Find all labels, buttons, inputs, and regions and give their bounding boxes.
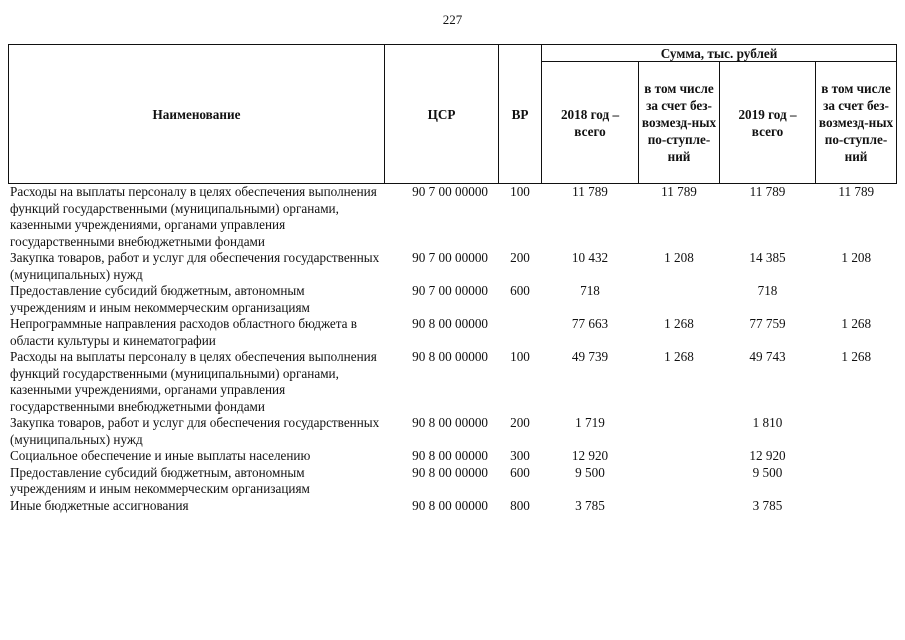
- row-2019-grants: [816, 465, 897, 498]
- row-csr: 90 8 00 00000: [412, 448, 488, 463]
- page-number: 227: [442, 12, 463, 27]
- row-2018-grants: [639, 465, 720, 498]
- row-2018-grants: 1 268: [664, 316, 694, 331]
- table-row: [9, 448, 897, 465]
- row-2018-total: 9 500: [575, 464, 605, 480]
- col-header-sum-group: Сумма, тыс. рублей: [542, 45, 897, 62]
- row-2018-grants: 1 268: [664, 349, 694, 364]
- row-2018-grants: [639, 448, 720, 465]
- row-2019-grants: [816, 498, 897, 515]
- row-csr: 90 8 00 00000: [412, 415, 488, 430]
- row-csr: 90 8 00 00000: [412, 497, 488, 513]
- row-csr: 90 7 00 00000: [412, 184, 488, 199]
- row-2018-grants: 11 789: [661, 184, 697, 199]
- table-row: [9, 498, 897, 515]
- col-header-2019-grants: в том числе за счет без-возмезд-ных по-ступле-ний: [816, 62, 897, 184]
- row-vr: 600: [510, 283, 530, 298]
- row-2018-grants: 1 208: [664, 250, 694, 265]
- row-2018-total: 49 739: [571, 349, 609, 364]
- row-2018-total: 1 719: [575, 415, 605, 430]
- col-header-csr: ЦСР: [385, 45, 499, 184]
- row-2019-grants: [816, 283, 897, 316]
- row-vr: 200: [510, 250, 530, 265]
- row-2018-total: 3 785: [575, 497, 605, 513]
- row-name: Предоставление субсидий бюджетным, автономным учреждениям и иным некоммерческим организациям: [10, 464, 310, 496]
- table-row: [9, 184, 897, 251]
- col-header-2019-total: 2019 год – всего: [720, 62, 816, 184]
- row-2019-total: 14 385: [749, 250, 786, 265]
- row-2018-grants: [639, 415, 720, 448]
- row-2018-total: 11 789: [572, 184, 608, 199]
- header-row-top: [9, 45, 897, 62]
- col-header-2018-total: 2018 год – всего: [542, 62, 639, 184]
- row-csr: 90 7 00 00000: [412, 283, 488, 298]
- row-2019-grants: 1 268: [841, 316, 872, 331]
- row-vr: [499, 316, 542, 349]
- row-2018-total: 77 663: [571, 316, 609, 331]
- table-row: [9, 283, 897, 316]
- row-2018-total: 718: [580, 283, 600, 298]
- row-2019-total: 1 810: [752, 415, 783, 430]
- row-name: Непрограммные направления расходов областного бюджета в области культуры и кинематографии: [10, 316, 358, 348]
- row-2019-grants: [816, 448, 897, 465]
- row-2019-total: 77 759: [749, 316, 786, 331]
- table-row: [9, 465, 897, 498]
- row-name: Расходы на выплаты персоналу в целях обеспечения выполнения функций государственными (муниципальными) органами, казенными учреждениями, органами управления государственными внебюджетными фондами: [10, 184, 377, 249]
- row-vr: 100: [510, 184, 530, 199]
- row-csr: 90 7 00 00000: [412, 250, 488, 265]
- row-2018-total: 10 432: [571, 250, 609, 265]
- row-2019-grants: 1 208: [841, 250, 872, 265]
- table-row: [9, 349, 897, 415]
- row-2019-total: 11 789: [749, 184, 786, 199]
- row-csr: 90 8 00 00000: [412, 464, 488, 480]
- row-name: Социальное обеспечение и иные выплаты населению: [10, 448, 311, 463]
- row-vr: 300: [510, 448, 530, 463]
- row-name: Закупка товаров, работ и услуг для обеспечения государственных (муниципальных) нужд: [10, 250, 380, 282]
- row-name: Закупка товаров, работ и услуг для обеспечения государственных (муниципальных) нужд: [10, 415, 380, 447]
- row-2019-total: 718: [757, 283, 778, 298]
- row-csr: 90 8 00 00000: [412, 316, 488, 331]
- table-row: [9, 415, 897, 448]
- row-vr: 800: [510, 497, 530, 513]
- row-2018-grants: [639, 498, 720, 515]
- col-header-name: Наименование: [9, 45, 385, 184]
- row-2019-grants: [816, 415, 897, 448]
- col-header-vr: ВР: [499, 45, 542, 184]
- row-vr: 200: [510, 415, 530, 430]
- row-2019-total: 49 743: [749, 349, 786, 364]
- row-2019-total: 9 500: [752, 464, 783, 480]
- row-2019-grants: 1 268: [841, 349, 872, 364]
- col-header-2018-grants: в том числе за счет без-возмезд-ных по-ступле-ний: [639, 62, 720, 184]
- row-2018-grants: [639, 283, 720, 316]
- row-vr: 600: [510, 464, 530, 480]
- table-row: [9, 250, 897, 283]
- row-name: Предоставление субсидий бюджетным, автономным учреждениям и иным некоммерческим организациям: [10, 283, 310, 315]
- row-2019-total: 3 785: [752, 497, 783, 513]
- budget-table: [8, 44, 897, 514]
- row-csr: 90 8 00 00000: [412, 349, 488, 364]
- row-vr: 100: [510, 349, 530, 364]
- row-2019-total: 12 920: [749, 448, 786, 463]
- row-2019-grants: 11 789: [838, 184, 875, 199]
- table-row: [9, 316, 897, 349]
- row-2018-total: 12 920: [571, 448, 609, 463]
- table-body: [9, 184, 897, 515]
- row-name: Расходы на выплаты персоналу в целях обеспечения выполнения функций государственными (муниципальными) органами, казенными учреждениями, органами управления государственными внебюджетными фондами: [10, 349, 377, 414]
- row-name: Иные бюджетные ассигнования: [10, 497, 189, 513]
